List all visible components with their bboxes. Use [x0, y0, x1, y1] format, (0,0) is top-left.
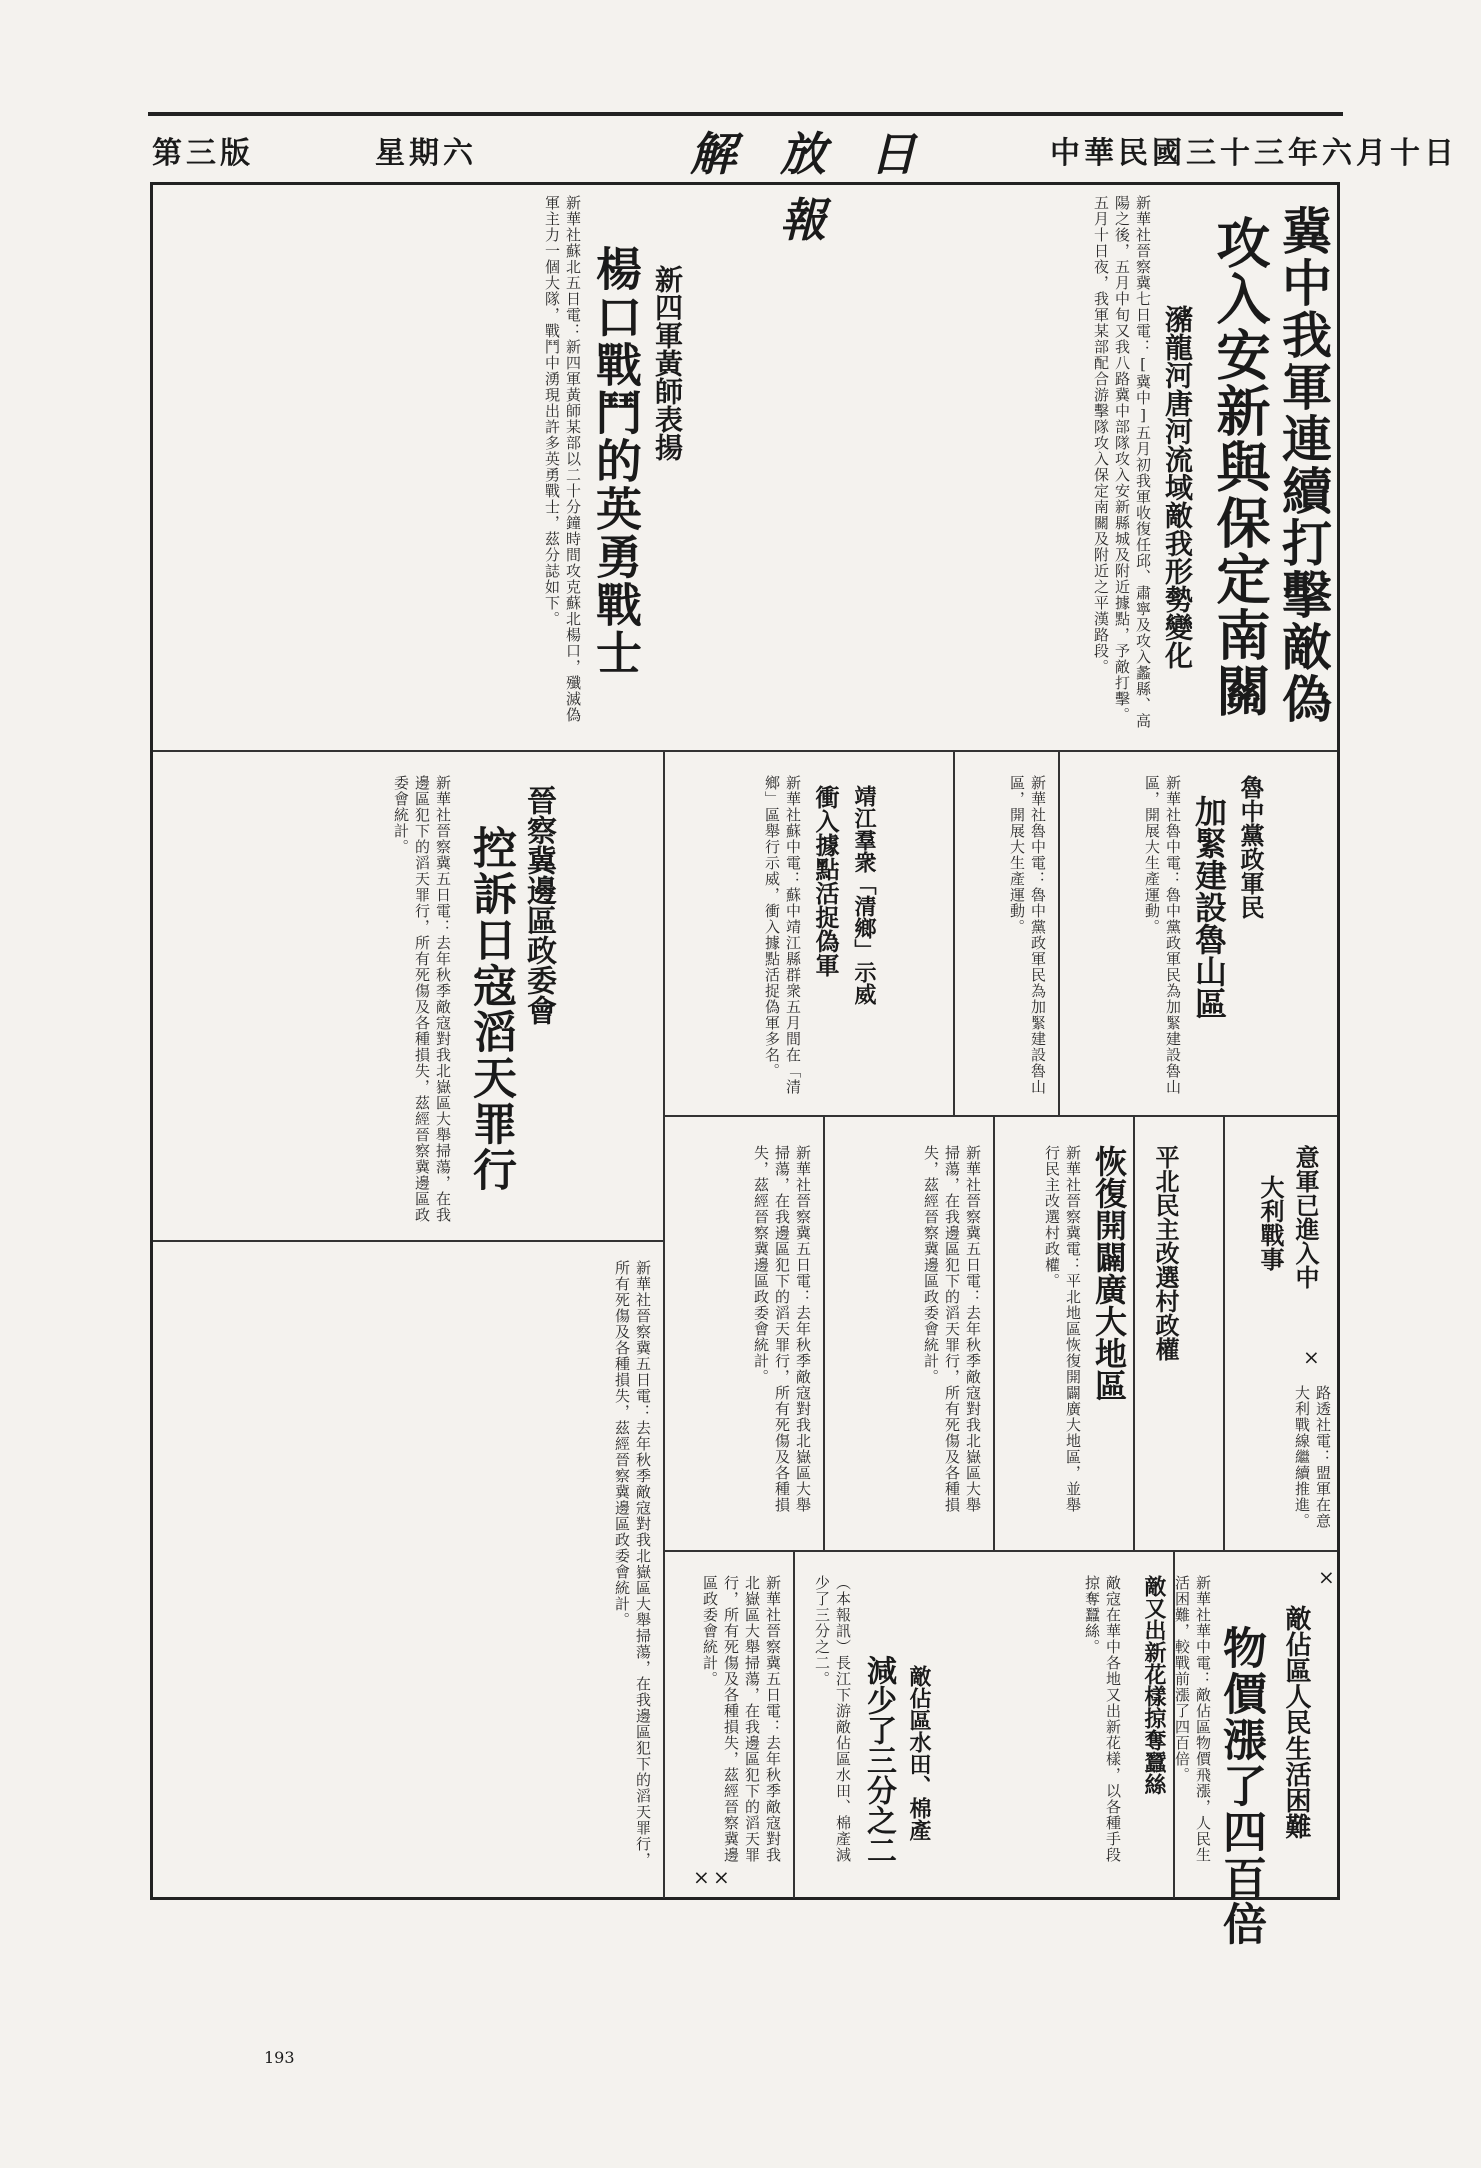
section-divider	[153, 750, 1337, 752]
column-divider	[1223, 1115, 1225, 1550]
pingbei-subhead: 平北民主改選村政權	[1151, 1145, 1180, 1361]
italy-headline: 大利戰事	[1256, 1175, 1285, 1271]
header-rule	[148, 112, 1343, 116]
lead-headline-2: 攻入安新與保定南關	[1208, 215, 1272, 719]
silk-subhead: 敵又出新花樣掠奪蠶絲	[1141, 1575, 1167, 1795]
prices-headline: 物價漲了四百倍	[1215, 1625, 1266, 1947]
paddy-subhead: 敵佔區水田、棉產	[906, 1665, 932, 1841]
silk-body: 敵寇在華中各地又出新花樣，以各種手段掠奪蠶絲。	[1083, 1575, 1122, 1863]
section-divider	[153, 1240, 663, 1242]
pingbei-body: 新華社晉察冀電：平北地區恢復開闢廣大地區，並舉行民主改選村政權。	[1043, 1145, 1082, 1513]
lead-subhead: 瀦龍河唐河流域敵我形勢變化	[1161, 305, 1194, 669]
lead-body: 新華社晉察冀七日電：[冀中]五月初我軍收復任邱、肅寧及攻入蠡縣、高陽之後，五月中旬又我八路冀中部隊攻入安新縣城及附近據點，予敵打擊。五月十日夜，我軍某部配合游擊隊攻入保定南關及附近之平漢路段。	[1092, 195, 1152, 729]
page-frame	[150, 182, 1340, 1947]
section-divider	[663, 1550, 1337, 1552]
column-divider	[663, 750, 665, 1898]
column-divider	[1133, 1115, 1135, 1550]
yangkou-subhead: 新四軍黃師表揚	[651, 265, 684, 461]
weekday: 星期六	[375, 136, 477, 171]
cross-mark: ×	[713, 1865, 730, 1889]
cross-mark: ×	[1303, 1345, 1320, 1369]
atrocities-detail: 新華社晉察冀五日電：去年秋季敵寇對我北嶽區大舉掃蕩，在我邊區犯下的滔天罪行，所有死傷及各種損失，茲經晉察冀邊區政委會統計。	[613, 1260, 652, 1868]
column-divider	[823, 1115, 825, 1550]
page-number: 193	[264, 2048, 295, 2067]
atrocities-body: 新華社晉察冀五日電：去年秋季敵寇對我北嶽區大舉掃蕩，在我邊區犯下的滔天罪行，所有死傷及各種損失，茲經晉察冀邊區政委會統計。	[752, 1145, 812, 1513]
cross-mark: ×	[693, 1865, 710, 1889]
italy-subhead: 意軍已進入中	[1291, 1145, 1320, 1289]
misc-body: 新華社魯中電：魯中黨政軍民為加緊建設魯山區，開展大生產運動。	[1008, 775, 1047, 1095]
jinchaji-headline: 控訴日寇滔天罪行	[465, 825, 516, 1193]
lushan-subhead: 魯中黨政軍民	[1236, 775, 1265, 919]
jinchaji-subhead: 晉察冀邊區政委會	[521, 785, 556, 1025]
paddy-body: （本報訊）長江下游敵佔區水田、棉產減少了三分之二。	[813, 1575, 852, 1863]
prices-body: 新華社華中電：敵佔區物價飛漲，人民生活困難，較戰前漲了四百倍。	[1173, 1575, 1212, 1863]
yangkou-body: 新華社蘇北五日電：新四軍黃師某部以二十分鐘時間攻克蘇北楊口，殲滅偽軍主力一個大隊，戰鬥中湧現出許多英勇戰士，茲分誌如下。	[543, 195, 582, 723]
column-divider	[793, 1550, 795, 1898]
issue-date: 中華民國三十三年六月十日	[1050, 136, 1458, 171]
cross-mark: ×	[1318, 1565, 1335, 1589]
edition: 第三版	[152, 136, 254, 171]
lushan-headline: 加緊建設魯山區	[1190, 795, 1228, 1019]
column-divider	[953, 750, 955, 1115]
lead-headline-1: 冀中我軍連續打擊敵偽	[1274, 205, 1333, 725]
section-divider	[663, 1115, 1337, 1117]
column-divider	[1058, 750, 1060, 1115]
yangkou-headline: 楊口戰鬥的英勇戰士	[589, 245, 643, 677]
italy-body: 路透社電：盟軍在意大利戰線繼續推進。	[1293, 1385, 1332, 1529]
prices-subhead: 敵佔區人民生活困難	[1281, 1605, 1311, 1839]
lushan-body: 新華社魯中電：魯中黨政軍民為加緊建設魯山區，開展大生產運動。	[1143, 775, 1182, 1095]
pingbei-headline: 恢復開闢廣大地區	[1090, 1145, 1128, 1401]
column-divider	[993, 1115, 995, 1550]
jingjiang-body: 新華社蘇中電：蘇中靖江縣群衆五月間在「清鄉」區舉行示威，衝入據點活捉偽軍多名。	[763, 775, 802, 1095]
jingjiang-subhead: 靖江羣衆「清鄉」示威	[851, 785, 877, 1005]
jingjiang-headline: 衝入據點活捉偽軍	[811, 785, 840, 977]
jinchaji-body: 新華社晉察冀五日電：去年秋季敵寇對我北嶽區大舉掃蕩，在我邊區犯下的滔天罪行，所有死傷及各種損失，茲經晉察冀邊區政委會統計。	[392, 775, 452, 1223]
atrocities-detail-2: 新華社晉察冀五日電：去年秋季敵寇對我北嶽區大舉掃蕩，在我邊區犯下的滔天罪行，所有死傷及各種損失，茲經晉察冀邊區政委會統計。	[701, 1575, 782, 1863]
masthead: 解 放 日 報	[689, 127, 931, 247]
paddy-headline: 減少了三分之二	[861, 1655, 896, 1865]
atrocities-body-2: 新華社晉察冀五日電：去年秋季敵寇對我北嶽區大舉掃蕩，在我邊區犯下的滔天罪行，所有死傷及各種損失，茲經晉察冀邊區政委會統計。	[922, 1145, 982, 1513]
